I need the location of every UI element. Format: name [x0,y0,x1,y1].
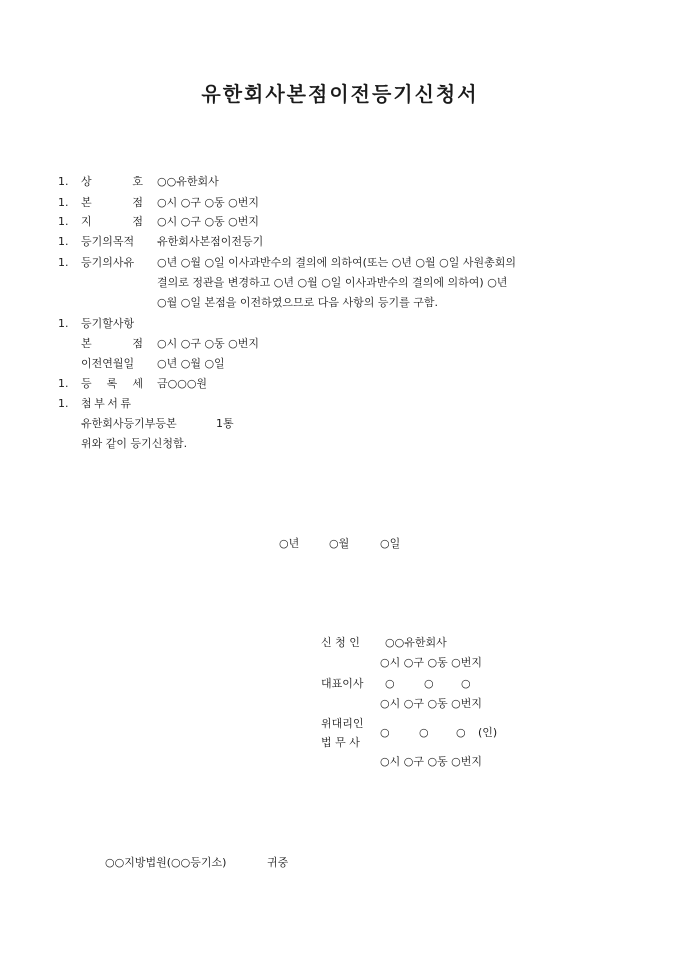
label-char: 점 [132,337,143,350]
item-value-purpose: 유한회사본점이전등기 [157,235,264,248]
agent-title-label: 법 무 사 [321,736,360,749]
item-bullet: 1. [58,196,69,209]
label-char: 류 [120,397,131,410]
label-char: 등 [81,377,92,390]
representative-address: ○시 ○구 ○동 ○번지 [380,697,483,710]
item-bullet: 1. [58,175,69,188]
item-label-trade-name [81,175,143,189]
representative-label: 대표이사 [321,677,364,690]
label-char: 점 [132,196,143,209]
item-bullet: 1. [58,215,69,228]
date-month: ○월 [329,537,350,550]
representative-name-char: ○ [385,677,395,690]
closing-statement: 위와 같이 등기신청함. [81,437,188,450]
item-label-register-items: 등기할사항 [81,317,135,330]
label-char: 서 [107,397,118,410]
attachment-doc-name: 유한회사등기부등본 [81,417,177,430]
label-char: 부 [94,397,105,410]
label-char: 록 [106,377,118,390]
date-day: ○일 [380,537,401,550]
item-bullet: 1. [58,317,69,330]
addressee-court: ○○지방법원(○○등기소) [105,856,227,869]
reason-line: ○월 ○일 본점을 이전하였으므로 다음 사항의 등기를 구함. [157,296,438,309]
representative-name-char: ○ [424,677,434,690]
label-char: 첨 [81,397,92,410]
register-value-move-date: ○년 ○월 ○일 [157,357,225,370]
item-bullet: 1. [58,397,69,410]
date-year: ○년 [279,537,300,550]
item-label-head-office [81,196,143,210]
item-value-tax: 금○○○원 [157,377,208,390]
item-label-purpose: 등기의목적 [81,235,135,248]
reason-line: 결의로 정관을 변경하고 ○년 ○월 ○일 이사과반수의 결의에 의하여) ○년 [157,276,508,289]
agent-address: ○시 ○구 ○동 ○번지 [380,755,483,768]
agent-label: 위대리인 [321,717,364,730]
agent-name-char: ○ [419,726,429,739]
item-value-head-office: ○시 ○구 ○동 ○번지 [157,196,260,209]
applicant-company: ○○유한회사 [385,636,447,649]
applicant-company-address: ○시 ○구 ○동 ○번지 [380,656,483,669]
seal-mark: (인) [478,726,498,739]
label-char: 상 [81,175,92,188]
addressee-suffix: 귀중 [267,856,289,869]
representative-name-char: ○ [461,677,471,690]
label-char: 호 [132,175,143,188]
applicant-label: 신 청 인 [321,636,360,649]
register-label-head-office [81,337,143,351]
reason-line: ○년 ○월 ○일 이사과반수의 결의에 의하여(또는 ○년 ○월 ○일 사원총회의 [157,256,516,269]
item-bullet: 1. [58,377,69,390]
register-label-move-date: 이전연월일 [81,357,135,370]
register-value-head-office: ○시 ○구 ○동 ○번지 [157,337,260,350]
item-label-branch [81,215,143,229]
label-char: 점 [132,215,143,228]
item-value-trade-name: ○○유한회사 [157,175,219,188]
label-char: 세 [132,377,143,390]
attachment-doc-count: 1통 [216,417,234,430]
document-title: 유한회사본점이전등기신청서 [201,82,479,106]
label-char: 지 [81,215,92,228]
item-label-reason: 등기의사유 [81,256,135,269]
item-label-attachments [81,397,131,411]
item-label-tax [81,377,143,391]
label-char: 본 [81,196,92,209]
agent-name-char: ○ [380,726,390,739]
item-value-branch: ○시 ○구 ○동 ○번지 [157,215,260,228]
label-char: 본 [81,337,92,350]
item-bullet: 1. [58,235,69,248]
item-bullet: 1. [58,256,69,269]
agent-name-char: ○ [456,726,466,739]
